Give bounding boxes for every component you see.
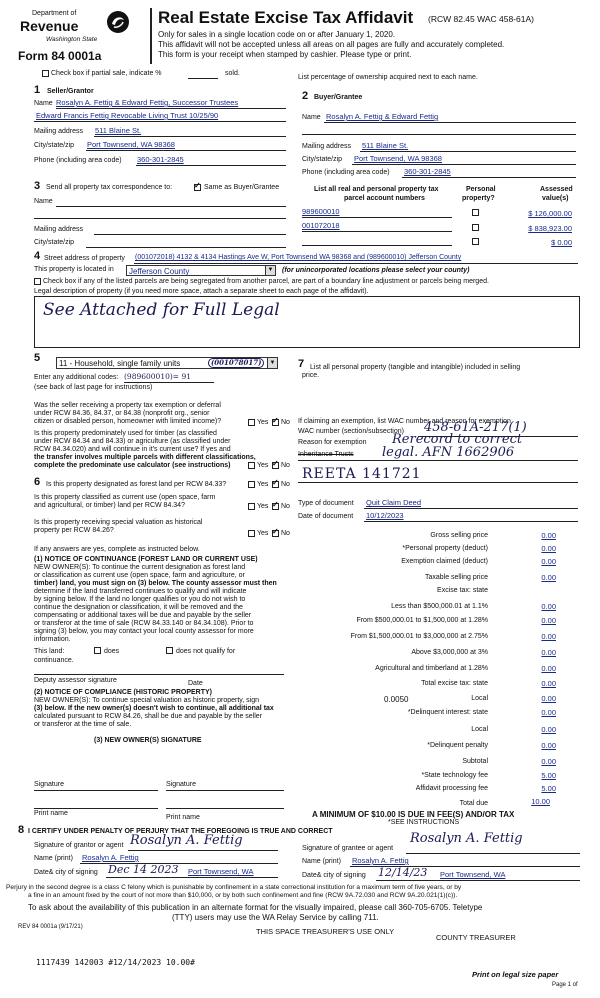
- cashier-receipt: 1117439 142003 #12/14/2023 10.00#: [36, 958, 195, 967]
- agency-line2: Revenue: [20, 18, 79, 34]
- see-back-note: (see back of last page for instructions): [34, 384, 153, 391]
- tax-row-label: Total due: [459, 800, 488, 807]
- historical-q-2: property per RCW 84.26?: [34, 527, 114, 534]
- see-instructions-note: *SEE INSTRUCTIONS: [388, 819, 460, 826]
- owner-signature-label-1: Signature: [34, 781, 64, 788]
- partial-sale-checkbox[interactable]: [42, 70, 49, 77]
- notice-1-line: continue the designation or classification, it will be removed and the: [34, 604, 243, 611]
- exemption-no-label: No: [281, 419, 290, 426]
- tax-row-label: *Delinquent penalty: [427, 742, 488, 749]
- historical-q-1: Is this property receiving special valuation as historical: [34, 519, 203, 526]
- classified-yes-checkbox[interactable]: [248, 462, 255, 469]
- historical-no-label: No: [281, 530, 290, 537]
- personal-property-label-2: price.: [302, 372, 320, 379]
- buyer-city-label: City/state/zip: [302, 156, 343, 163]
- county-note: (for unincorporated locations please select your county): [282, 267, 470, 274]
- grantor-date-label: Date& city of signing: [34, 869, 98, 876]
- alternate-format-2: (TTY) users may use the WA Relay Service by calling 711.: [172, 913, 379, 922]
- owner-print-label-1: Print name: [34, 810, 68, 817]
- assessed-value-1[interactable]: $ 126,000.00: [528, 209, 572, 218]
- segregated-checkbox[interactable]: [34, 278, 41, 285]
- legal-description-box[interactable]: [34, 296, 580, 348]
- seller-city[interactable]: Port Townsend, WA 98368: [87, 140, 175, 149]
- use-code-value: 11 - Household, single family units: [59, 359, 181, 368]
- legal-description-text: See Attached for Full Legal: [43, 300, 280, 320]
- personal-property-checkbox-1[interactable]: [472, 209, 479, 216]
- county-treasurer: COUNTY TREASURER: [436, 933, 516, 942]
- notice-2-line: or transferor at the time of sale.: [34, 721, 132, 728]
- tax-row-label: Exemption claimed (deduct): [401, 558, 488, 565]
- notice-2-body: [34, 697, 274, 729]
- notice-1-line: determine if the land transferred continues to qualify and will indicate: [34, 588, 247, 595]
- tax-row-value[interactable]: 0.00: [541, 694, 556, 703]
- grantee-date[interactable]: 12/14/23: [378, 866, 428, 879]
- current-use-yes-checkbox[interactable]: [248, 503, 255, 510]
- classified-no-label: No: [281, 462, 290, 469]
- notice-1-line: or transferor at the time of sale (RCW 84.33.140 or 84.34.108). Prior to: [34, 620, 254, 627]
- street-address[interactable]: (001072018) 4132 & 4134 Hastings Ave W, Port Townsend WA 98368 and (989600010) Jefferson County: [135, 254, 462, 261]
- segregated-label: Check box if any of the listed parcels are being segregated from another parcel, are part of a boundary line adjustment or parcels being merged.: [43, 278, 489, 285]
- section-7-number: 7: [298, 358, 305, 370]
- tax-row-label: Local: [471, 695, 488, 702]
- seller-phone[interactable]: 360-301-2845: [137, 155, 184, 164]
- wac-value[interactable]: 458-61A-217(1): [424, 420, 527, 435]
- correspondence-name-label: Name: [34, 198, 53, 205]
- correspondence-city-label: City/state/zip: [34, 239, 75, 246]
- current-use-q-1: Is this property classified as current use (open space, farm: [34, 494, 216, 501]
- use-code-chevron-icon: ▼: [267, 358, 277, 368]
- header-note-1: Only for sales in a single location code on or after January 1, 2020.: [158, 30, 396, 39]
- notice-1-line: by signing below. If the land no longer qualifies or you do not wish to: [34, 596, 246, 603]
- use-code-circled: (001078017): [208, 358, 264, 368]
- tax-row-value[interactable]: 0.00: [541, 708, 556, 717]
- tax-row-label: *Personal property (deduct): [402, 545, 488, 552]
- notice-1-line: or classification as current use (open space, farm and agriculture, or: [34, 572, 245, 579]
- revision-note: REV 84 0001a (9/17/21): [18, 924, 83, 930]
- local-rate: 0.0050: [384, 695, 409, 704]
- this-land-label: This land:: [34, 648, 65, 655]
- parcel-number-1[interactable]: 989600010: [302, 207, 340, 216]
- agency-line1: Department of: [32, 10, 77, 17]
- continuance-label: continuance.: [34, 657, 74, 664]
- notice-2-line: calculated pursuant to RCW 84.26, shall be due and payable by the seller: [34, 713, 263, 720]
- section-3-number: 3: [34, 180, 41, 192]
- treasurer-use-only: THIS SPACE TREASURER'S USE ONLY: [256, 927, 395, 936]
- section-1-number: 1: [34, 84, 41, 96]
- same-as-buyer-checkbox[interactable]: [194, 184, 201, 191]
- section-5-number: 5: [34, 352, 41, 364]
- forest-yes-checkbox[interactable]: [248, 481, 255, 488]
- reeta-number: REETA 141721: [302, 466, 422, 482]
- form-number: Form 84 0001a: [18, 49, 102, 63]
- header-note-2: This affidavit will not be accepted unless all areas on all pages are fully and accurately completed.: [158, 40, 505, 49]
- classified-q-3: RCW 84.34.020) and will continue in it's current use? If yes and: [34, 446, 231, 453]
- grantee-signature[interactable]: Rosalyn A. Fettig: [410, 831, 523, 846]
- personal-heading-2: property?: [462, 195, 495, 202]
- tax-row-value[interactable]: 0.00: [541, 648, 556, 657]
- does-not-qualify-checkbox[interactable]: [166, 647, 173, 654]
- notice-1-title: (1) NOTICE OF CONTINUANCE (FOREST LAND OR CURRENT USE): [34, 556, 258, 563]
- historical-yes-checkbox[interactable]: [248, 530, 255, 537]
- exemption-q-2: under RCW 84.36, 84.37, or 84.38 (nonprofit org., senior: [34, 410, 210, 417]
- parcel-list-heading-1: List all real and personal property tax: [314, 186, 439, 193]
- notice-1-line: timber) land, you must sign on (3) below. The county assessor must then: [34, 580, 277, 587]
- claim-exemption-label: If claiming an exemption, list WAC number and reason for exemption.: [298, 418, 513, 425]
- section-6-number: 6: [34, 476, 41, 488]
- buyer-address[interactable]: 511 Blaine St.: [362, 141, 409, 150]
- grantee-date-label: Date& city of signing: [302, 872, 366, 879]
- current-use-q-2: and agricultural, or timber) land per RCW 84.34?: [34, 502, 185, 509]
- section-2-number: 2: [302, 90, 309, 102]
- does-qualify-checkbox[interactable]: [94, 647, 101, 654]
- exemption-yes-label: Yes: [257, 419, 269, 426]
- seller-name-2[interactable]: Edward Francis Fettig Revocable Living Trust 10/25/90: [36, 111, 219, 120]
- buyer-address-label: Mailing address: [302, 143, 352, 150]
- header-note-3: This form is your receipt when stamped by cashier. Please type or print.: [158, 50, 412, 59]
- seller-address-label: Mailing address: [34, 128, 84, 135]
- seller-phone-label: Phone (including area code): [34, 157, 122, 164]
- notice-2-title: (2) NOTICE OF COMPLIANCE (HISTORIC PROPERTY): [34, 689, 212, 696]
- buyer-city[interactable]: Port Townsend, WA 98368: [354, 154, 442, 163]
- tax-row-label: Subtotal: [462, 758, 488, 765]
- classified-q-1: Is this property predominately used for timber (as classified: [34, 430, 217, 437]
- tax-row-label: Agricultural and timberland at 1.28%: [375, 665, 488, 672]
- notice-1-line: compensating or additional taxes will be due and payable by the seller: [34, 612, 252, 619]
- reason-value-2[interactable]: legal. AFN 1662906: [382, 445, 515, 460]
- tax-row-label: From $1,500,000.01 to $3,000,000 at 2.75%: [350, 633, 488, 640]
- grantor-date[interactable]: Dec 14 2023: [108, 863, 179, 876]
- notice-1-body: [34, 564, 277, 644]
- certify-statement: I CERTIFY UNDER PENALTY OF PERJURY THAT THE FOREGOING IS TRUE AND CORRECT: [28, 828, 333, 835]
- county-select[interactable]: [126, 265, 276, 276]
- if-yes-note: If any answers are yes, complete as instructed below.: [34, 546, 200, 553]
- notice-2-line: NEW OWNER(S): To continue special valuation as historic property, sign: [34, 697, 259, 704]
- located-in-label: This property is located in: [34, 266, 114, 273]
- grantor-city[interactable]: Port Townsend, WA: [188, 867, 254, 876]
- document-date[interactable]: 10/12/2023: [366, 511, 404, 520]
- tax-row-label: Affidavit processing fee: [415, 785, 488, 792]
- grantee-name-label: Name (print): [302, 858, 341, 865]
- classified-q-4: the transfer involves multiple parcels with different classifications,: [34, 454, 256, 461]
- classified-q-5: complete the predominate use calculator (see instructions): [34, 462, 231, 469]
- current-use-no-label: No: [281, 503, 290, 510]
- use-code-select[interactable]: [56, 357, 278, 369]
- correspondence-address-label: Mailing address: [34, 226, 84, 233]
- chevron-down-icon: ▼: [265, 266, 275, 275]
- classified-q-2: under RCW 84.34 and 84.33) or agriculture (as classified under: [34, 438, 231, 445]
- tax-row-label: Above $3,000,000 at 3%: [411, 649, 488, 656]
- assessed-heading-1: Assessed: [540, 186, 573, 193]
- perjury-line-2: a fine in an amount fixed by the court of not more than $10,000, or by both such confinement and fine (RCW 9A.72.030 and RCW 9A.20.021(1)(c)).: [28, 892, 458, 899]
- classified-yes-label: Yes: [257, 462, 269, 469]
- ownership-note: List percentage of ownership acquired next to each name.: [298, 74, 478, 81]
- forest-yes-label: Yes: [257, 481, 269, 488]
- personal-property-checkbox-2[interactable]: [472, 224, 479, 231]
- tax-row-value[interactable]: 0.00: [541, 544, 556, 553]
- tax-row-value[interactable]: 0.00: [541, 573, 556, 582]
- grantor-name[interactable]: Rosalyn A. Fettig: [82, 853, 139, 862]
- notice-2-line: (3) below. If the new owner(s) doesn't wish to continue, all additional tax: [34, 705, 274, 712]
- tax-row-value[interactable]: 10.00: [531, 797, 550, 806]
- tax-row-value[interactable]: 0.00: [541, 632, 556, 641]
- dor-swirl-icon: [106, 10, 130, 34]
- tax-row-value[interactable]: 5.00: [541, 784, 556, 793]
- tax-row-label: *State technology fee: [421, 772, 488, 779]
- additional-codes-value[interactable]: (989600010)= 91: [124, 372, 192, 381]
- exemption-q-3: citizen or disabled person, homeowner with limited income)?: [34, 418, 222, 425]
- seller-address[interactable]: 511 Blaine St.: [95, 126, 142, 135]
- section-8-number: 8: [18, 824, 25, 836]
- correspondence-label: Send all property tax correspondence to:: [46, 184, 173, 191]
- form-title: Real Estate Excise Tax Affidavit: [158, 8, 414, 27]
- forest-question: Is this property designated as forest land per RCW 84.33?: [46, 481, 227, 488]
- owner-signature-label-2: Signature: [166, 781, 196, 788]
- reason-value[interactable]: Rerecord to correct: [392, 432, 523, 447]
- notice-1-line: information.: [34, 636, 71, 643]
- dor-logo: [18, 8, 130, 48]
- personal-property-label-1: List all personal property (tangible and intangible) included in selling: [310, 364, 521, 371]
- historical-no-checkbox[interactable]: [272, 530, 279, 537]
- tax-row-label: From $500,000.01 to $1,500,000 at 1.28%: [356, 617, 488, 624]
- grantee-name[interactable]: Rosalyn A. Fettig: [352, 856, 409, 865]
- tax-row-value[interactable]: 0.00: [541, 602, 556, 611]
- current-use-yes-label: Yes: [257, 503, 269, 510]
- notice-1-line: NEW OWNER(S): To continue the current designation as forest land: [34, 564, 246, 571]
- notice-1-line: signing (3) below, you may contact your local county assessor for more: [34, 628, 254, 635]
- seller-name-1[interactable]: Rosalyn A. Fettig & Edward Fettig, Successor Trustees: [56, 98, 239, 107]
- assessed-value-2[interactable]: $ 838,923.00: [528, 224, 572, 233]
- assessed-heading-2: value(s): [542, 195, 569, 202]
- buyer-name[interactable]: Rosalyn A. Fettig & Edward Fettig: [326, 112, 439, 121]
- tax-row-value[interactable]: 0.00: [541, 757, 556, 766]
- parcel-list-heading-2: parcel account numbers: [344, 195, 425, 202]
- tax-row-value[interactable]: 0.00: [541, 664, 556, 673]
- tax-row-label: Local: [471, 726, 488, 733]
- tax-row-label: Total excise tax: state: [421, 680, 488, 687]
- buyer-heading: Buyer/Grantee: [314, 94, 363, 101]
- classified-no-checkbox[interactable]: [272, 462, 279, 469]
- seller-heading: Seller/Grantor: [47, 88, 94, 95]
- does-label: does: [104, 648, 120, 655]
- grantee-signature-label: Signature of grantee or agent: [302, 845, 394, 852]
- does-not-label: does not qualify for: [176, 648, 236, 655]
- exemption-q-1: Was the seller receiving a property tax exemption or deferral: [34, 402, 221, 409]
- deputy-date-label: Date: [188, 680, 203, 687]
- section-4-number: 4: [34, 250, 41, 262]
- historical-yes-label: Yes: [257, 530, 269, 537]
- seller-city-label: City/state/zip: [34, 142, 75, 149]
- grantor-signature-label: Signature of grantor or agent: [34, 842, 124, 849]
- legal-size-note: Print on legal size paper: [472, 970, 559, 979]
- current-use-no-checkbox[interactable]: [272, 503, 279, 510]
- partial-sale-label: Check box if partial sale, indicate %: [51, 70, 162, 77]
- form-citation: (RCW 82.45 WAC 458-61A): [428, 14, 534, 24]
- tax-row-label: Gross selling price: [430, 532, 488, 539]
- tax-row-value[interactable]: 0.00: [541, 557, 556, 566]
- tax-row-label: Less than $500,000.01 at 1.1%: [391, 603, 488, 610]
- reason-struck: Inheritance Trusts: [298, 451, 354, 458]
- tax-row-label: *Delinquent interest: state: [407, 709, 488, 716]
- tax-row-value[interactable]: 0.00: [541, 741, 556, 750]
- perjury-line-1: Perjury in the second degree is a class C felony which is punishable by confinement in a state correctional institution for a maximum term of five years, or by: [6, 884, 462, 891]
- parcel-number-2[interactable]: 001072018: [302, 221, 340, 230]
- forest-no-label: No: [281, 481, 290, 488]
- tax-row-value[interactable]: 0.00: [541, 725, 556, 734]
- notice-3-title: (3) NEW OWNER(S) SIGNATURE: [94, 737, 202, 744]
- document-date-label: Date of document: [298, 513, 354, 520]
- same-as-buyer-label: Same as Buyer/Grantee: [204, 184, 280, 191]
- alternate-format-1: To ask about the availability of this publication in an alternate format for the visually impaired, please call 360-705-6705. Teletype: [28, 903, 483, 912]
- personal-heading-1: Personal: [466, 186, 496, 193]
- personal-property-checkbox-3[interactable]: [472, 238, 479, 245]
- tax-row-label: Taxable selling price: [424, 574, 488, 581]
- forest-no-checkbox[interactable]: [272, 481, 279, 488]
- street-address-label: Street address of property: [44, 255, 125, 262]
- agency-line3: Washington State: [46, 36, 98, 43]
- tax-row-value[interactable]: 5.00: [541, 771, 556, 780]
- exemption-yes-checkbox[interactable]: [248, 419, 255, 426]
- minimum-due-note: A MINIMUM OF $10.00 IS DUE IN FEE(S) AND/OR TAX: [312, 810, 515, 819]
- document-type-label: Type of document: [298, 500, 354, 507]
- grantor-signature[interactable]: Rosalyn A. Fettig: [130, 833, 243, 848]
- tax-row-label: Excise tax: state: [437, 587, 488, 594]
- tax-row-value[interactable]: 0.00: [541, 679, 556, 688]
- reason-label: Reason for exemption: [298, 439, 367, 446]
- assessed-value-3[interactable]: $ 0.00: [551, 238, 572, 247]
- additional-codes-label: Enter any additional codes:: [34, 374, 119, 381]
- buyer-phone-label: Phone (including area code): [302, 169, 390, 176]
- seller-name-label: Name: [34, 100, 53, 107]
- deputy-assessor-label: Deputy assessor signature: [34, 677, 117, 684]
- owner-print-label-2: Print name: [166, 814, 200, 821]
- partial-sale-sold-label: sold.: [225, 70, 240, 77]
- buyer-phone[interactable]: 360-301-2845: [404, 167, 451, 176]
- county-select-value: Jefferson County: [129, 267, 190, 276]
- grantor-name-label: Name (print): [34, 855, 73, 862]
- document-type[interactable]: Quit Claim Deed: [366, 498, 422, 507]
- buyer-name-label: Name: [302, 114, 321, 121]
- grantee-city[interactable]: Port Townsend, WA: [440, 870, 506, 879]
- legal-description-label: Legal description of property (if you need more space, attach a separate sheet to each page of the affidavit).: [34, 288, 369, 295]
- exemption-no-checkbox[interactable]: [272, 419, 279, 426]
- page-number: Page 1 of: [552, 982, 578, 988]
- tax-row-value[interactable]: 0.00: [541, 531, 556, 540]
- tax-row-value[interactable]: 0.00: [541, 616, 556, 625]
- wac-label: WAC number (section/subsection): [298, 428, 404, 435]
